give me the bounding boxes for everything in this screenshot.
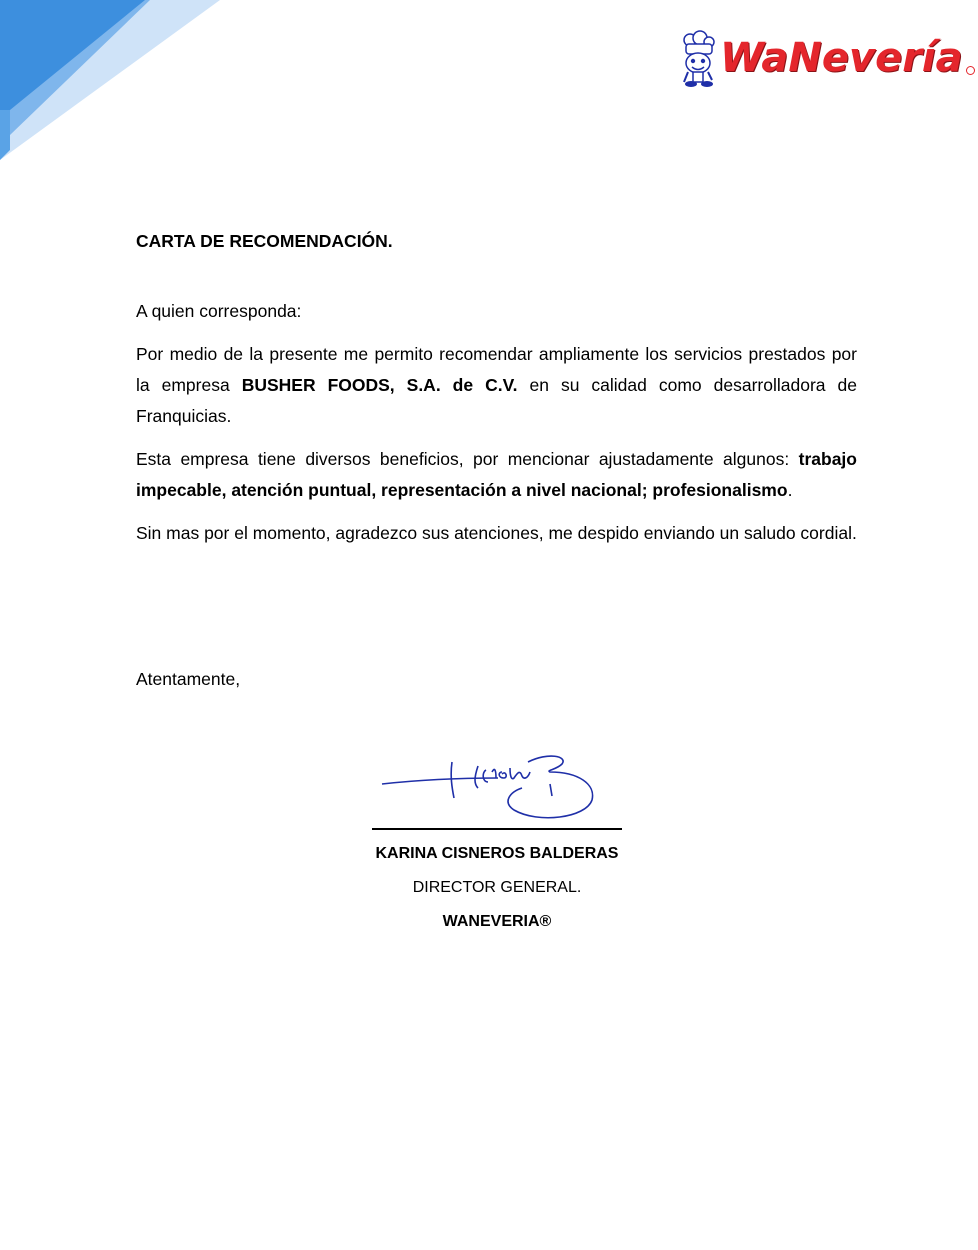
paragraph-benefits-text-2: . — [787, 480, 793, 500]
company-name: BUSHER FOODS, S.A. de C.V. — [241, 375, 518, 395]
logo-wordmark: WaNevería — [720, 35, 963, 81]
ice-cream-mascot-icon — [676, 30, 720, 88]
signer-block — [340, 842, 654, 944]
signature-line — [372, 828, 622, 830]
paragraph-recommendation-text-1: Por medio de la presente me permito recomendar ampliamente los servicios prestados por la empresa — [136, 344, 857, 395]
closing: Atentamente, — [136, 669, 241, 689]
letter-title: CARTA DE RECOMENDACIÓN. — [136, 231, 393, 251]
registered-mark-icon — [966, 66, 975, 75]
corner-decoration — [0, 0, 220, 165]
signer-position: DIRECTOR GENERAL. — [412, 879, 582, 896]
paragraph-benefits-text-1: Esta empresa tiene diversos beneficios, por mencionar ajustadamente algunos: — [136, 449, 799, 469]
paragraph-farewell: Sin mas por el momento, agradezco sus atenciones, me despido enviando un saludo cordial. — [136, 523, 857, 543]
handwritten-signature — [378, 748, 608, 828]
paragraph-recommendation-text-2: en su calidad como desarrolladora de Franquicias. — [136, 375, 857, 426]
letter-body — [136, 226, 857, 549]
paragraph-benefits — [136, 444, 857, 506]
benefits-list: trabajo impecable, atención puntual, representación a nivel nacional; profesionalismo — [136, 449, 857, 500]
company-logo — [676, 30, 976, 88]
signer-company: WANEVERIA® — [442, 913, 552, 930]
salutation: A quien corresponda: — [136, 301, 302, 321]
signer-name: KARINA CISNEROS BALDERAS — [375, 845, 619, 862]
paragraph-recommendation — [136, 339, 857, 432]
